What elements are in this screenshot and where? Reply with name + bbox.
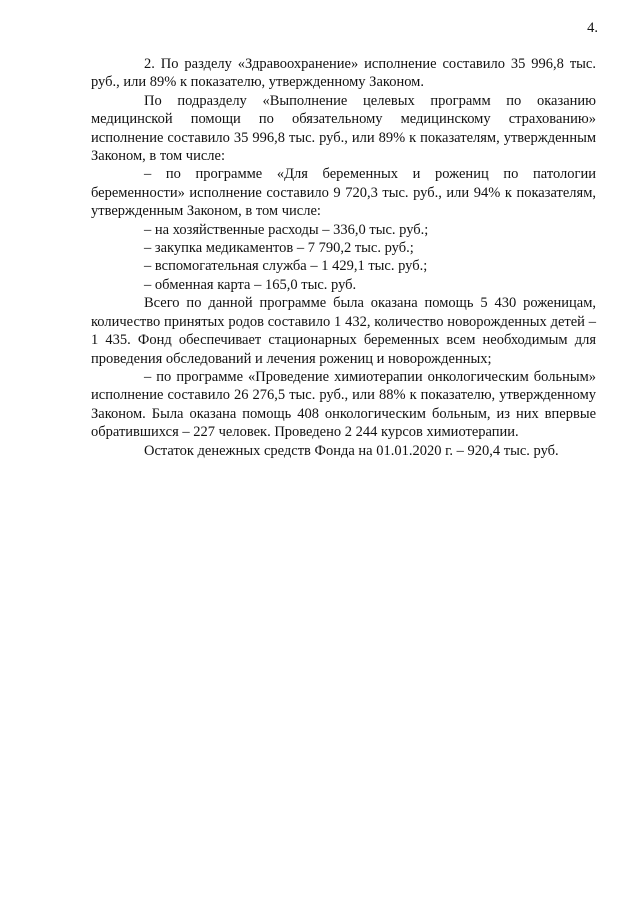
paragraph-target-programs-subsection: По подразделу «Выполнение целевых программ по оказанию медицинской помощи по обязательному медицинскому страхованию» исполнение составило 35 996,8 тыс. руб., или 89% к показателям, утвержденным Законом, в том числе: — [91, 92, 596, 165]
paragraph-pregnant-women-program: – по программе «Для беременных и рожениц по патологии беременности» исполнение составило 9 720,3 тыс. руб., или 94% к показателям, утвержденным Законом, в том числе: — [91, 166, 596, 220]
paragraph-fund-balance: Остаток денежных средств Фонда на 01.01.2020 г. – 920,4 тыс. руб. — [144, 442, 559, 459]
page-number: 4. — [587, 20, 598, 36]
list-item-household-expenses: – на хозяйственные расходы – 336,0 тыс. руб.; — [144, 221, 429, 238]
paragraph-chemotherapy-program: – по программе «Проведение химиотерапии онкологическим больным» исполнение составило 26 276,5 тыс. руб., или 88% к показателю, утвержденному Законом. Была оказана помощь 408 онкологическим больным, из них впервые обратившихся – 227 человек. Проведено 2 244 курсов химиотерапии. — [91, 368, 596, 441]
list-item-exchange-card: – обменная карта – 165,0 тыс. руб. — [144, 276, 357, 293]
paragraph-program-results: Всего по данной программе была оказана помощь 5 430 роженицам, количество принятых родов составило 1 432, количество новорожденных детей – 1 435. Фонд обеспечивает стационарных беременных всем необходимым для проведения обследований и лечения рожениц и новорожденных; — [91, 295, 596, 367]
list-item-medicines-purchase: – закупка медикаментов – 7 790,2 тыс. руб.; — [144, 240, 414, 257]
list-item-auxiliary-service: – вспомогательная служба – 1 429,1 тыс. руб.; — [144, 258, 428, 275]
paragraph-healthcare-section: 2. По разделу «Здравоохранение» исполнение составило 35 996,8 тыс. руб., или 89% к показателю, утвержденному Законом. — [91, 56, 596, 91]
document-body — [91, 55, 596, 460]
